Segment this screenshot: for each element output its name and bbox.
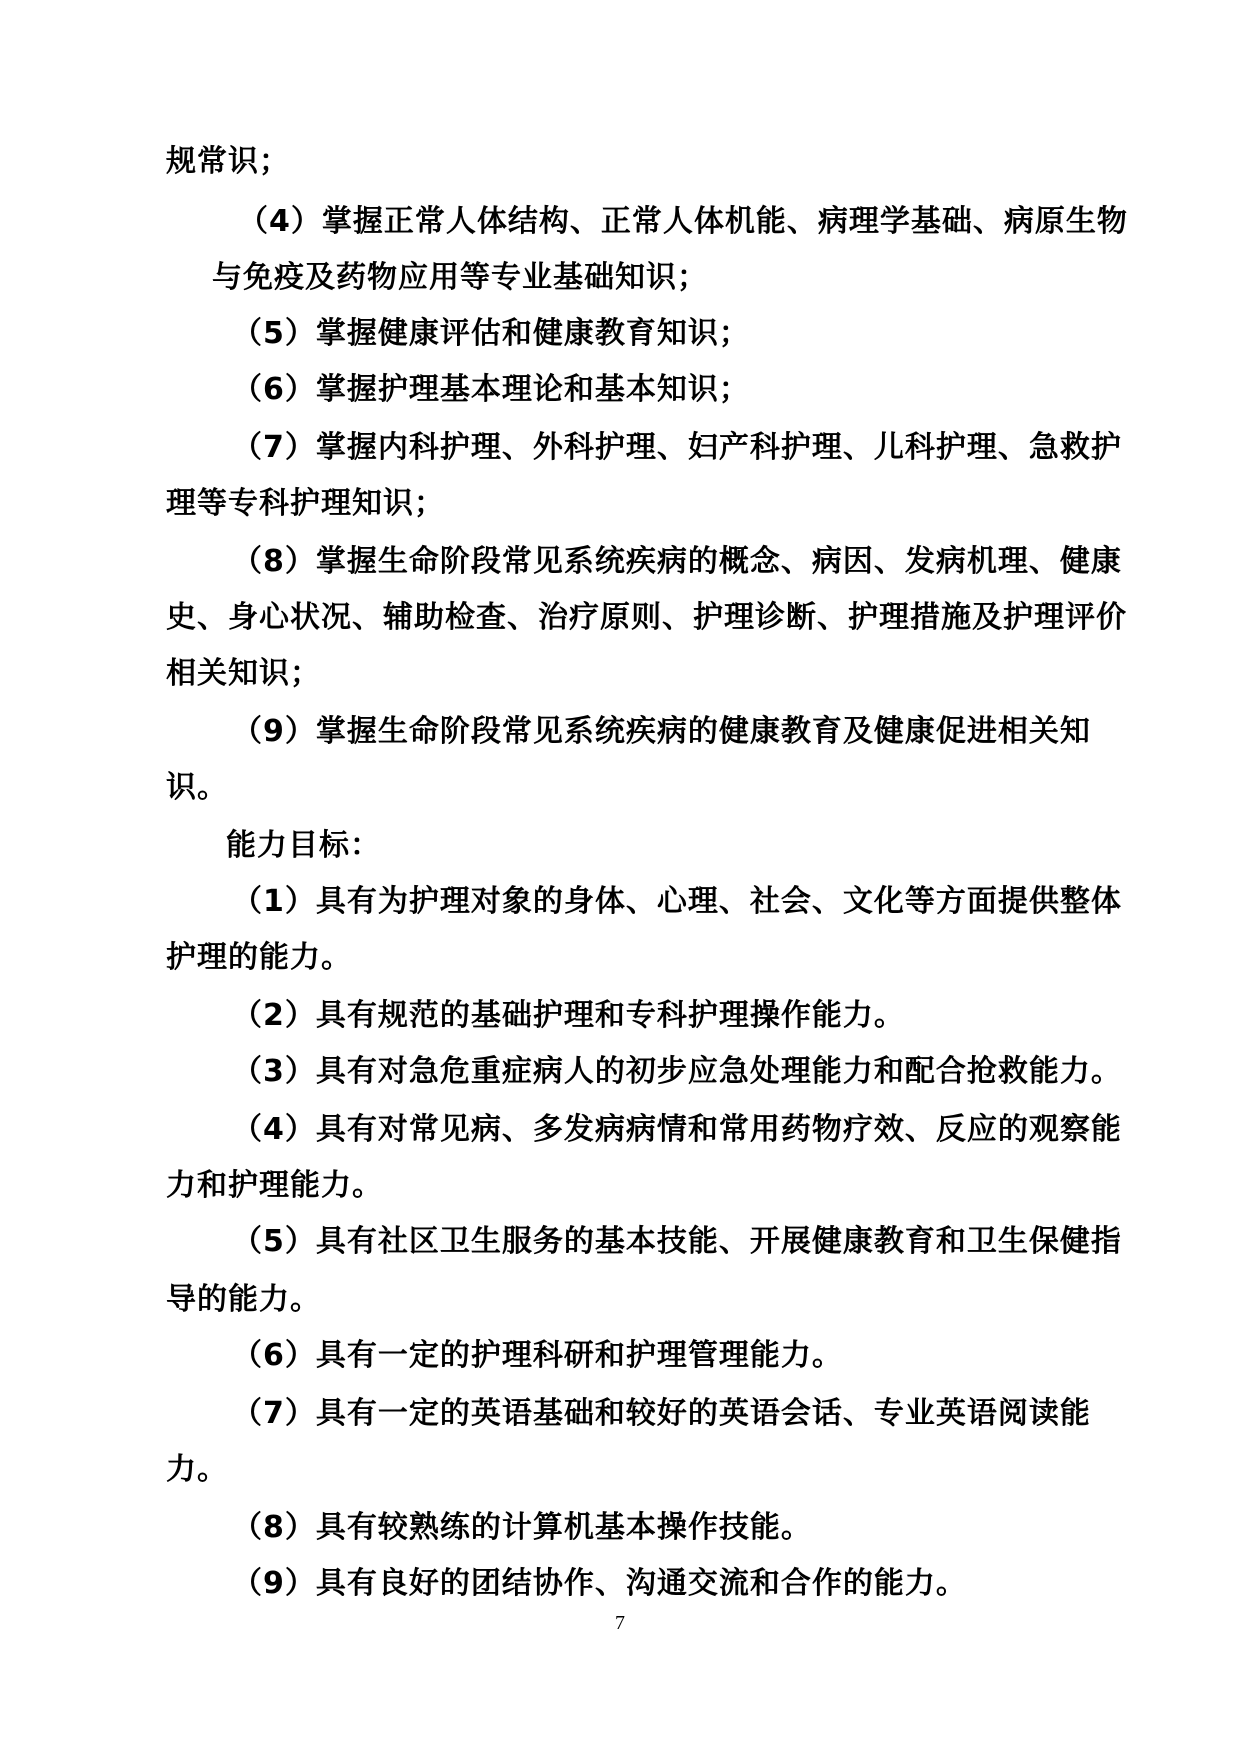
text-line: （6）掌握护理基本理论和基本知识； (232, 372, 750, 407)
text-line: （6）具有一定的护理科研和护理管理能力。 (232, 1338, 843, 1373)
text-line: 相关知识； (166, 656, 321, 691)
section-heading: 能力目标： (226, 828, 381, 863)
text-line: （1）具有为护理对象的身体、心理、社会、文化等方面提供整体 (232, 884, 1122, 919)
text-line: （5）掌握健康评估和健康教育知识； (232, 316, 750, 351)
text-line: （4）具有对常见病、多发病病情和常用药物疗效、反应的观察能 (232, 1112, 1122, 1147)
page-number: 7 (615, 1612, 625, 1634)
text-line: （8）具有较熟练的计算机基本操作技能。 (232, 1510, 812, 1545)
text-line: 规常识； (166, 144, 290, 179)
text-line: 力。 (166, 1452, 228, 1487)
text-line: （7）具有一定的英语基础和较好的英语会话、专业英语阅读能 (232, 1396, 1091, 1431)
text-line: 护理的能力。 (166, 940, 352, 975)
text-line: 与免疫及药物应用等专业基础知识； (212, 260, 708, 295)
text-line: 导的能力。 (166, 1282, 321, 1317)
text-line: 史、身心状况、辅助检查、治疗原则、护理诊断、护理措施及护理评价 (166, 600, 1127, 635)
text-line: （3）具有对急危重症病人的初步应急处理能力和配合抢救能力。 (232, 1054, 1122, 1089)
text-line: 理等专科护理知识； (166, 486, 445, 521)
text-line: 力和护理能力。 (166, 1168, 383, 1203)
text-line: 识。 (166, 770, 228, 805)
text-line: （9）具有良好的团结协作、沟通交流和合作的能力。 (232, 1566, 967, 1601)
text-line: （9）掌握生命阶段常见系统疾病的健康教育及健康促进相关知 (232, 714, 1091, 749)
text-line: （7）掌握内科护理、外科护理、妇产科护理、儿科护理、急救护 (232, 430, 1122, 465)
text-line: （8）掌握生命阶段常见系统疾病的概念、病因、发病机理、健康 (232, 544, 1122, 579)
text-line: （2）具有规范的基础护理和专科护理操作能力。 (232, 998, 905, 1033)
text-line: （5）具有社区卫生服务的基本技能、开展健康教育和卫生保健指 (232, 1224, 1122, 1259)
text-line: （4）掌握正常人体结构、正常人体机能、病理学基础、病原生物 (238, 204, 1128, 239)
